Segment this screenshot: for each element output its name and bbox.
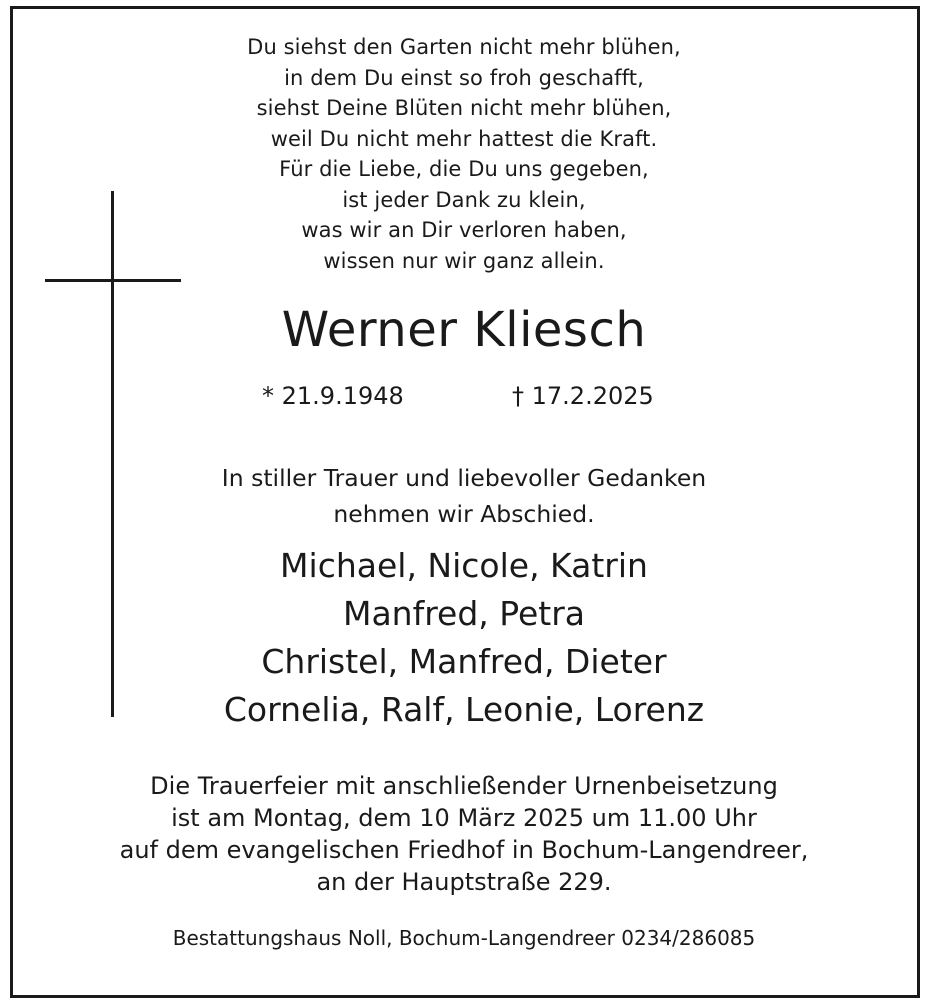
poem-line: Für die Liebe, die Du uns gegeben, (279, 157, 649, 181)
mourner-line: Manfred, Petra (342, 594, 586, 633)
poem-line: siehst Deine Blüten nicht mehr blühen, (256, 96, 672, 120)
service-line: auf dem evangelischen Friedhof in Bochum-Langendreer, (119, 836, 809, 864)
birth-date: * 21.9.1948 (262, 382, 404, 410)
poem-line: weil Du nicht mehr hattest die Kraft. (270, 126, 658, 151)
mourners-list (0, 542, 928, 734)
deceased-name: Werner Kliesch (281, 302, 647, 358)
service-line: ist am Montag, dem 10 März 2025 um 11.00 Uhr (171, 804, 757, 832)
poem-line: Du siehst den Garten nicht mehr blühen, (247, 35, 681, 59)
intro-line: In stiller Trauer und liebevoller Gedanken (221, 464, 707, 492)
poem-line: in dem Du einst so froh geschafft, (284, 65, 644, 90)
cross-horizontal-bar (45, 279, 181, 282)
poem (0, 32, 928, 276)
service-details (0, 770, 928, 898)
death-date: † 17.2.2025 (512, 382, 654, 410)
mourner-line: Christel, Manfred, Dieter (261, 642, 667, 681)
poem-line: wissen nur wir ganz allein. (323, 248, 605, 273)
funeral-home: Bestattungshaus Noll, Bochum-Langendreer 0234/286085 (172, 926, 756, 950)
mourner-line: Cornelia, Ralf, Leonie, Lorenz (223, 690, 705, 729)
mourner-line: Michael, Nicole, Katrin (280, 546, 648, 585)
service-line: Die Trauerfeier mit anschließender Urnenbeisetzung (150, 772, 778, 800)
intro-line: nehmen wir Abschied. (333, 500, 595, 528)
poem-line: was wir an Dir verloren haben, (301, 218, 627, 242)
mourning-intro (0, 460, 928, 532)
poem-line: ist jeder Dank zu klein, (342, 187, 586, 212)
service-line: an der Hauptstraße 229. (316, 868, 612, 896)
